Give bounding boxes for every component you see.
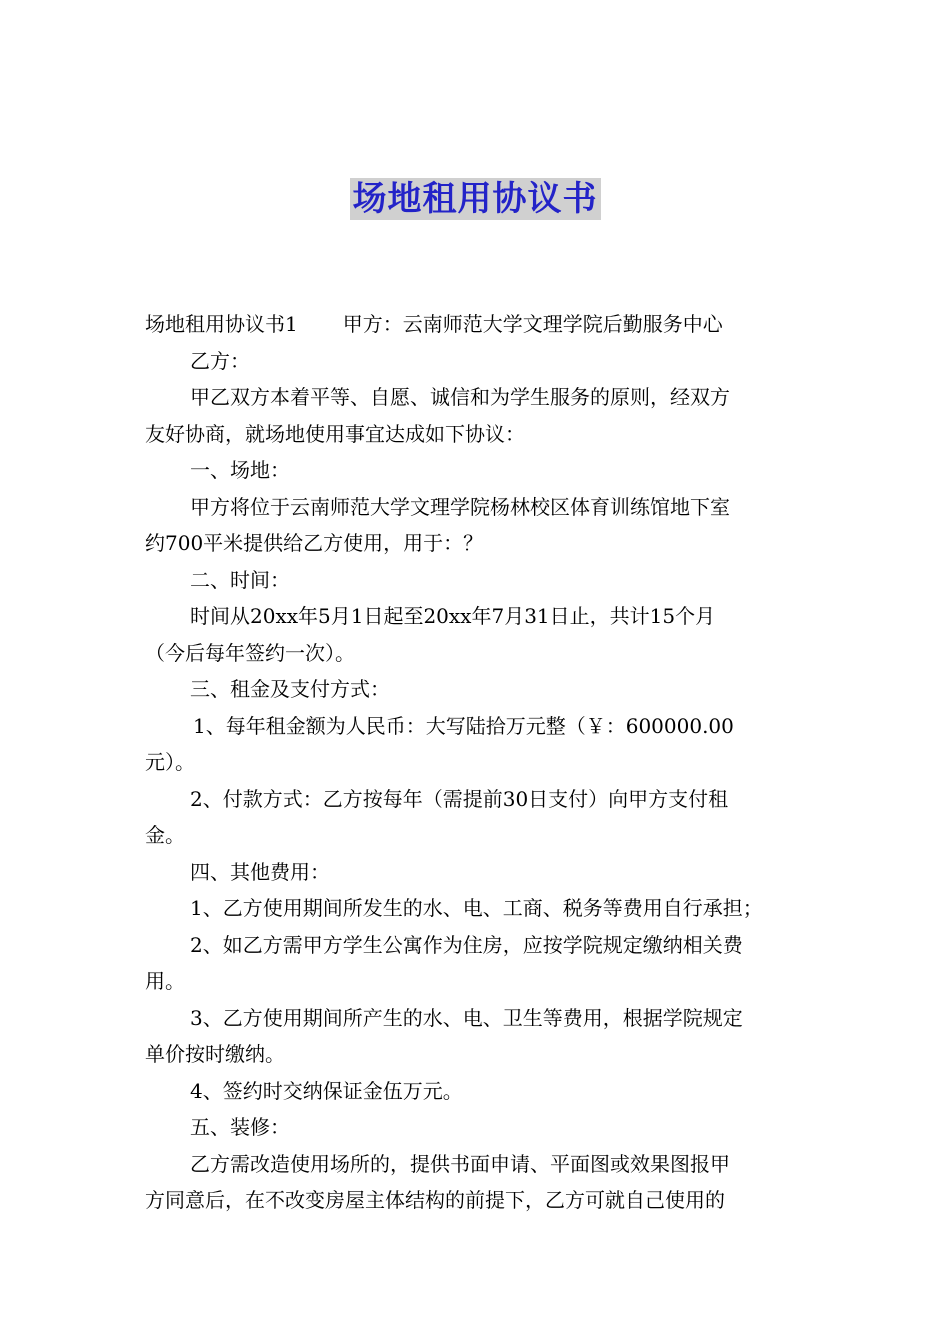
paragraph-line: 金。 bbox=[145, 823, 185, 847]
party-b: 乙方： bbox=[190, 348, 250, 373]
paragraph-line: 2、付款方式：乙方按每年（需提前30日支付）向甲方支付租 bbox=[190, 786, 729, 811]
paragraph-line: 1、每年租金额为人民币：大写陆拾万元整（￥：600000.00 bbox=[193, 713, 734, 738]
paragraph-line: 甲方将位于云南师范大学文理学院杨林校区体育训练馆地下室 bbox=[190, 494, 730, 519]
paragraph-line: 友好协商，就场地使用事宜达成如下协议： bbox=[145, 421, 525, 446]
party-a: 甲方：云南师范大学文理学院后勤服务中心 bbox=[342, 312, 723, 336]
paragraph-line: 单价按时缴纳。 bbox=[145, 1042, 285, 1066]
paragraph-line: 3、乙方使用期间所产生的水、电、卫生等费用，根据学院规定 bbox=[190, 1005, 743, 1030]
paragraph-line: 方同意后，在不改变房屋主体结构的前提下，乙方可就自己使用的 bbox=[145, 1188, 725, 1212]
paragraph-line: 4、签约时交纳保证金伍万元。 bbox=[190, 1078, 463, 1103]
paragraph-line: （今后每年签约一次）。 bbox=[145, 640, 355, 665]
paragraph-line: 乙方需改造使用场所的，提供书面申请、平面图或效果图报甲 bbox=[190, 1151, 730, 1176]
section-heading: 五、装修： bbox=[190, 1115, 290, 1139]
document-title: 场地租用协议书 bbox=[350, 178, 601, 220]
paragraph-line: 2、如乙方需甲方学生公寓作为住房，应按学院规定缴纳相关费 bbox=[190, 932, 743, 957]
paragraph-line bbox=[145, 306, 815, 343]
section-heading: 二、时间： bbox=[190, 567, 290, 592]
title-wrap bbox=[0, 178, 950, 220]
paragraph-line: 约700平米提供给乙方使用，用于：？ bbox=[145, 531, 484, 555]
paragraph-line: 时间从20xx年5月1日起至20xx年7月31日止，共计15个月 bbox=[190, 604, 716, 628]
paragraph-line: 用。 bbox=[145, 969, 185, 993]
paragraph-line: 甲乙双方本着平等、自愿、诚信和为学生服务的原则，经双方 bbox=[190, 385, 730, 409]
document-body bbox=[145, 306, 815, 1219]
paragraph-line: 元）。 bbox=[145, 750, 195, 774]
paragraph-line: 1、乙方使用期间所发生的水、电、工商、税务等费用自行承担； bbox=[190, 896, 763, 920]
section-heading: 三、租金及支付方式： bbox=[190, 677, 390, 701]
agreement-heading: 场地租用协议书1 bbox=[145, 312, 298, 336]
section-heading: 一、场地： bbox=[190, 458, 290, 482]
section-heading: 四、其他费用： bbox=[190, 859, 330, 884]
